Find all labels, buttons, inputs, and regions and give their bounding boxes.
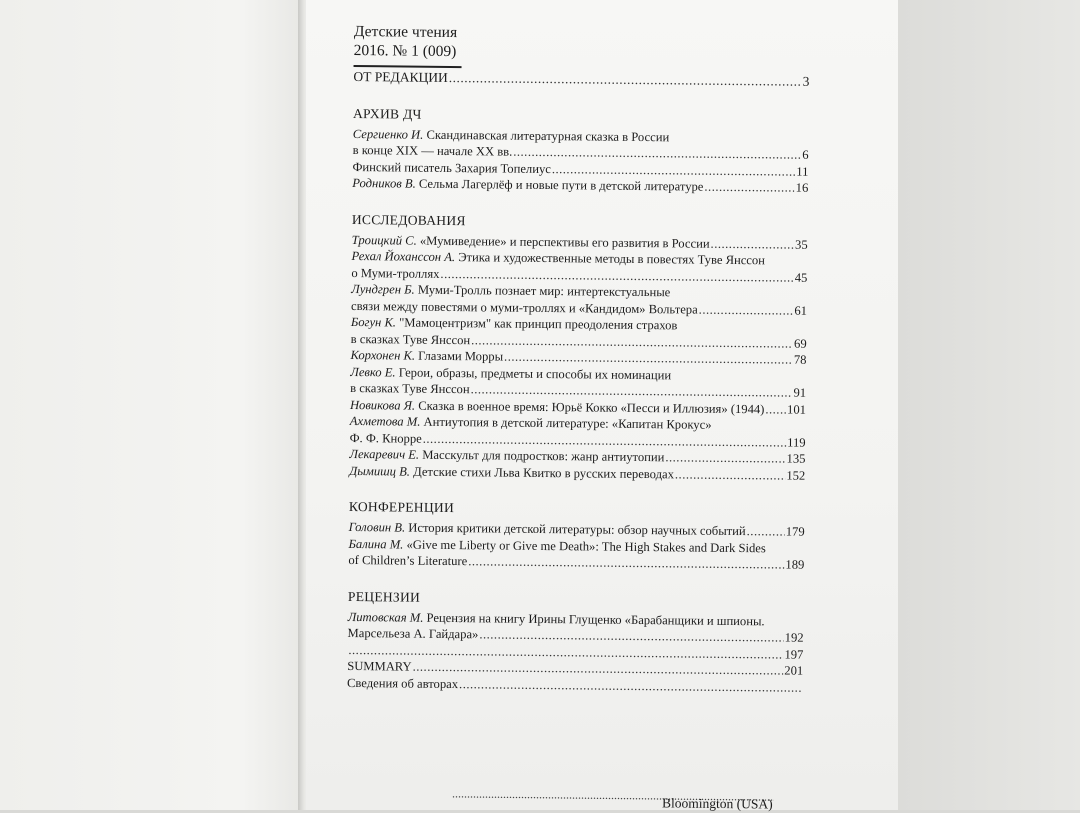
section-title: ИССЛЕДОВАНИЯ	[351, 211, 466, 228]
entry-title: Глазами Морры	[418, 348, 504, 364]
page-number: 201	[784, 663, 804, 678]
entry-title: о Муми-троллях	[351, 265, 440, 281]
journal-title: Детские чтения	[353, 22, 458, 42]
left-page	[0, 0, 302, 810]
page-number: 192	[784, 630, 804, 645]
page-number: 11	[796, 164, 809, 179]
leader-dots	[765, 401, 786, 418]
entry-author: Богун К.	[350, 314, 397, 330]
entry-title: Финский писатель Захария Топелиус	[352, 159, 551, 176]
page-number: 6	[802, 147, 809, 162]
page-number: 189	[785, 557, 805, 572]
toc-entry[interactable]	[348, 608, 804, 646]
entry-author: Сергиенко И.	[352, 126, 424, 142]
leader-dots	[699, 301, 794, 318]
entry-author: Литовская М.	[347, 609, 424, 625]
toc-entry[interactable]	[351, 248, 807, 286]
table-surface	[898, 0, 1080, 810]
entry-title: Сельма Лагерлёф и новые пути в детской литературе	[418, 176, 704, 194]
entry-author: Родников В.	[352, 175, 416, 191]
leader-dots	[711, 235, 795, 252]
entry-title: Антиутопия в детской литературе: «Капитан Крокус»	[423, 414, 712, 432]
toc-entry[interactable]	[353, 125, 809, 163]
toc-entry[interactable]	[350, 363, 806, 401]
entry-author: Рехал Йоханссон А.	[351, 248, 456, 265]
entry-title: Детские стихи Льва Квитко в русских переводах	[413, 464, 675, 481]
entry-title: «Мумиведение» и перспективы его развития в России	[419, 233, 710, 251]
toc-entry[interactable]	[351, 281, 807, 319]
entry-title: Герои, образы, предметы и способы их номинации	[398, 364, 672, 382]
leader-dots	[665, 449, 785, 467]
page-number: 119	[787, 435, 806, 450]
page-number: 61	[794, 303, 808, 318]
entry-title: Этика и художественные методы в повестях Туве Янссон	[458, 250, 766, 268]
page-number: 152	[786, 468, 806, 483]
section-title: АРХИВ ДЧ	[352, 105, 422, 122]
entry-author: Троицкий С.	[351, 232, 417, 248]
entry-author: Дымишц В.	[349, 463, 411, 479]
page-number: 45	[794, 270, 808, 285]
page-number: 197	[784, 647, 804, 662]
header-rule	[354, 65, 462, 68]
toc-entry[interactable]	[352, 175, 808, 196]
entry-title: в сказках Туве Янссон	[350, 380, 470, 397]
entry-author: Лундгрен Б.	[351, 281, 415, 297]
entry-author: Лекаревич Е.	[349, 446, 420, 462]
leader-dots	[675, 466, 786, 484]
table-of-contents	[347, 22, 810, 696]
toc-entry[interactable]	[350, 413, 806, 451]
page-number: 16	[795, 180, 809, 195]
leader-dots	[468, 553, 784, 573]
entry-title: Сведения об авторах	[347, 675, 459, 691]
entry-author: Ахметова М.	[349, 413, 421, 429]
footer-fragment: Bloomington (USA)	[661, 795, 773, 812]
entry-title: Муми-Тролль познает мир: интертекстуальные	[417, 282, 671, 300]
entry-title: Масскульт для подростков: жанр антиутопии	[422, 447, 665, 465]
section-title: КОНФЕРЕНЦИИ	[348, 498, 455, 516]
page-number: 91	[793, 385, 807, 400]
entry-author: Головин В.	[348, 519, 406, 535]
entry-title: История критики детской литературы: обзор научных событий	[408, 520, 746, 539]
entry-title: Скандинавская литературная сказка в России	[426, 127, 670, 144]
page-number: 101	[787, 402, 807, 417]
entry-title: SUMMARY	[347, 658, 412, 674]
toc-entry[interactable]	[353, 69, 809, 90]
toc-body	[347, 69, 809, 696]
page-number: 179	[785, 524, 805, 539]
entry-author: Левко Е.	[350, 364, 396, 379]
toc-entry[interactable]	[348, 535, 804, 573]
page-number: 69	[793, 336, 807, 351]
page-number: 35	[795, 237, 808, 252]
page-number: 78	[793, 352, 807, 367]
page-number: 135	[786, 451, 806, 466]
toc-entry[interactable]	[351, 314, 807, 352]
entry-author: Новикова Я.	[349, 397, 416, 413]
entry-title: "Мамоцентризм" как принцип преодоления страхов	[399, 315, 678, 333]
entry-title: Сказка в военное время: Юрьё Кокко «Песси и Иллюзия» (1944)	[418, 398, 765, 416]
entry-author: Балина М.	[348, 536, 404, 552]
section-title: РЕЦЕНЗИИ	[347, 588, 421, 605]
entry-title: связи между повестями о муми-троллях и «Кандидом» Вольтера	[350, 298, 698, 317]
entry-title: of Children’s Literature	[348, 552, 468, 569]
toc-entry[interactable]	[349, 462, 805, 483]
entry-title: «Give me Liberty or Give me Death»: The High Stakes and Dark Sides	[406, 537, 766, 555]
entry-title: в конце XIX — начале XX вв.	[352, 142, 513, 159]
leader-dots	[704, 179, 794, 196]
entry-title: Марсельеза А. Гайдара»	[347, 625, 479, 642]
entry-author: Корхонен К.	[350, 347, 416, 363]
leader-dots	[747, 523, 785, 540]
leader-dots	[449, 70, 802, 90]
entry-title: Ф. Ф. Кнорре	[349, 430, 422, 446]
issue-number: 2016. № 1 (009)	[353, 41, 457, 61]
page-number: 3	[802, 73, 810, 89]
entry-title: Рецензия на книгу Ирины Глущенко «Барабанщики и шпионы.	[426, 610, 765, 628]
entry-title: ОТ РЕДАКЦИИ	[353, 68, 448, 85]
entry-title: в сказках Туве Янссон	[350, 331, 471, 347]
